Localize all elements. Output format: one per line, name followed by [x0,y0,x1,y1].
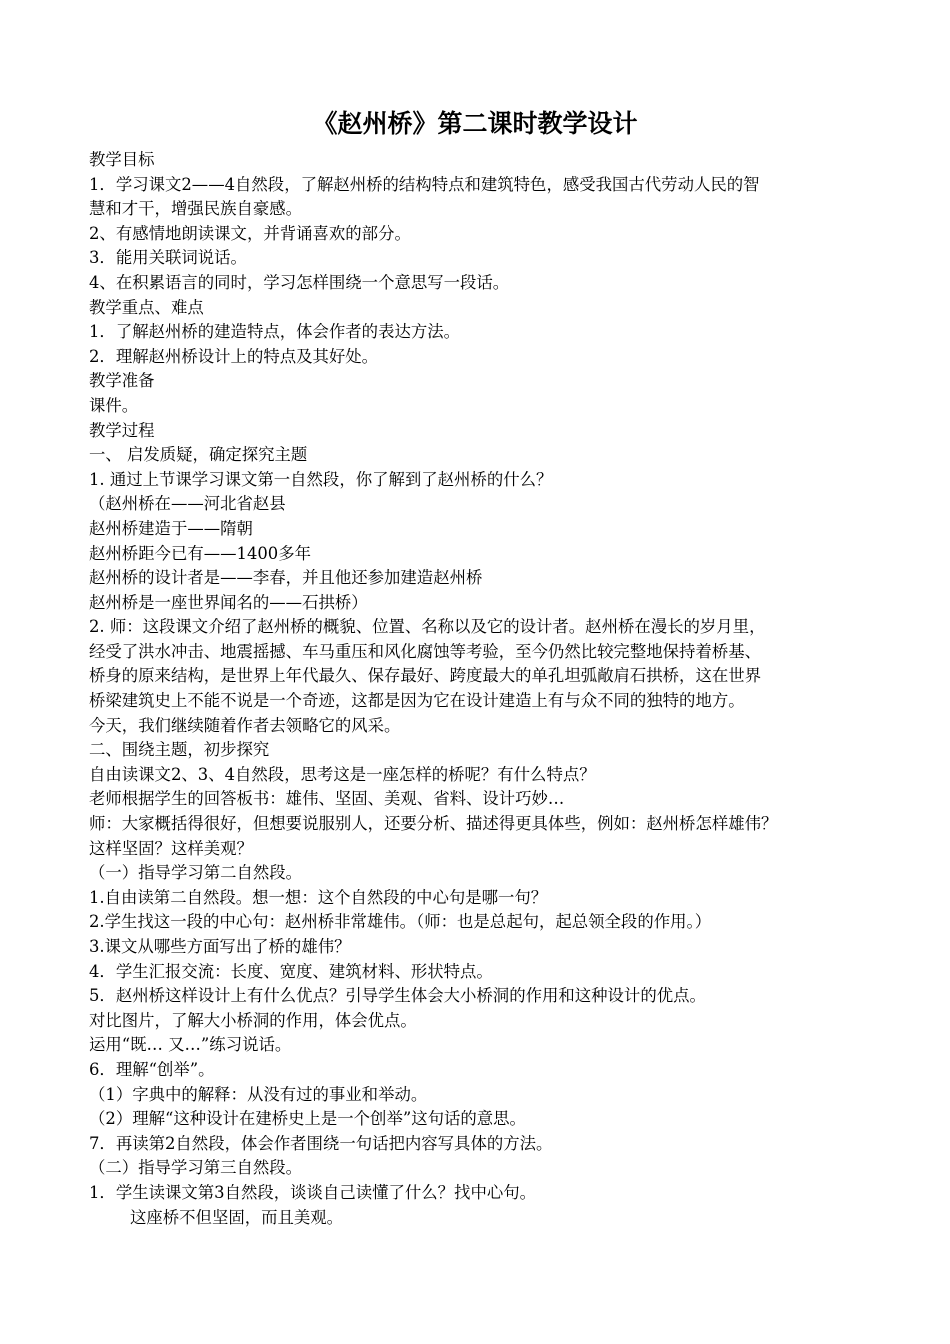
text-line: （一）指导学习第二自然段。 [89,863,303,883]
text-line: 2. 师：这段课文介绍了赵州桥的概貌、位置、名称以及它的设计者。赵州桥在漫长的岁月里， [89,617,766,637]
text-line: （1）字典中的解释：从没有过的事业和举动。 [89,1084,428,1104]
text-line: 经受了洪水冲击、地震摇撼、车马重压和风化腐蚀等考验，至今仍然比较完整地保持着桥基、 [89,641,762,661]
text-line: 对比图片，了解大小桥洞的作用，体会优点。 [89,1010,417,1030]
text-line: 4、在积累语言的同时，学习怎样围绕一个意思写一段话。 [89,272,510,292]
text-line: 1．学习课文2——4自然段，了解赵州桥的结构特点和建筑特色，感受我国古代劳动人民的智 [89,174,760,194]
text-line: 赵州桥建造于——隋朝 [89,518,253,538]
text-line: 老师根据学生的回答板书：雄伟、坚固、美观、省料、设计巧妙… [89,789,565,809]
document-body [89,148,864,1230]
text-line: 赵州桥是一座世界闻名的——石拱桥） [89,592,368,612]
text-line: （赵州桥在——河北省赵县 [89,494,286,514]
text-line: 7．再读第2自然段，体会作者围绕一句话把内容写具体的方法。 [89,1133,553,1153]
section-heading-key-points: 教学重点、难点 [89,297,204,317]
text-line: 1．学生读课文第3自然段，谈谈自己读懂了什么？找中心句。 [89,1182,537,1202]
text-line: 赵州桥的设计者是——李春，并且他还参加建造赵州桥 [89,568,483,588]
section-heading-process: 教学过程 [89,420,155,440]
text-line: 这样坚固？这样美观？ [89,838,253,858]
text-line: 桥身的原来结构，是世界上年代最久、保存最好、跨度最大的单孔坦弧敞肩石拱桥，这在世界 [89,666,762,686]
document-title: 《赵州桥》第二课时教学设计 [312,109,638,138]
text-line: 自由读课文2、3、4自然段，思考这是一座怎样的桥呢？有什么特点？ [89,764,596,784]
text-line: 一、 启发质疑，确定探究主题 [89,445,308,465]
text-line: 2、有感情地朗读课文，并背诵喜欢的部分。 [89,223,411,243]
section-heading-preparation: 教学准备 [89,371,155,391]
text-line: 运用“既… 又…”练习说话。 [89,1035,292,1055]
text-line: 3.课文从哪些方面写出了桥的雄伟？ [89,937,351,956]
text-line: （2）理解“这种设计在建桥史上是一个创举”这句话的意思。 [89,1109,526,1129]
text-line: 二、围绕主题，初步探究 [89,740,270,760]
section-heading-objectives: 教学目标 [89,150,155,169]
text-line: 6．理解“创举”。 [89,1059,215,1079]
text-line: 5．赵州桥这样设计上有什么优点？引导学生体会大小桥洞的作用和这种设计的优点。 [89,986,706,1006]
text-line: 4．学生汇报交流：长度、宽度、建筑材料、形状特点。 [89,961,493,981]
text-line: 师：大家概括得很好，但想要说服别人，还要分析、描述得更具体些，例如：赵州桥怎样雄伟？ [89,814,778,834]
text-line: 慧和才干，增强民族自豪感。 [89,199,303,219]
text-line: 课件。 [89,395,139,415]
text-line: 3．能用关联词说话。 [89,248,247,268]
text-line: （二）指导学习第三自然段。 [89,1158,303,1178]
text-line: 这座桥不但坚固，而且美观。 [130,1207,344,1227]
text-line: 今天，我们继续随着作者去领略它的风采。 [89,715,401,735]
text-line: 赵州桥距今已有——1400多年 [89,543,312,563]
text-line: 2．理解赵州桥设计上的特点及其好处。 [89,346,379,366]
text-line: 2.学生找这一段的中心句：赵州桥非常雄伟。（师：也是总起句，起总领全段的作用。） [89,912,712,932]
text-line: 1．了解赵州桥的建造特点，体会作者的表达方法。 [89,322,461,342]
text-line: 1. 通过上节课学习课文第一自然段，你了解到了赵州桥的什么？ [89,469,553,489]
text-line: 桥梁建筑史上不能不说是一个奇迹，这都是因为它在设计建造上有与众不同的独特的地方。 [89,691,745,711]
text-line: 1.自由读第二自然段。想一想：这个自然段的中心句是哪一句？ [89,887,548,907]
